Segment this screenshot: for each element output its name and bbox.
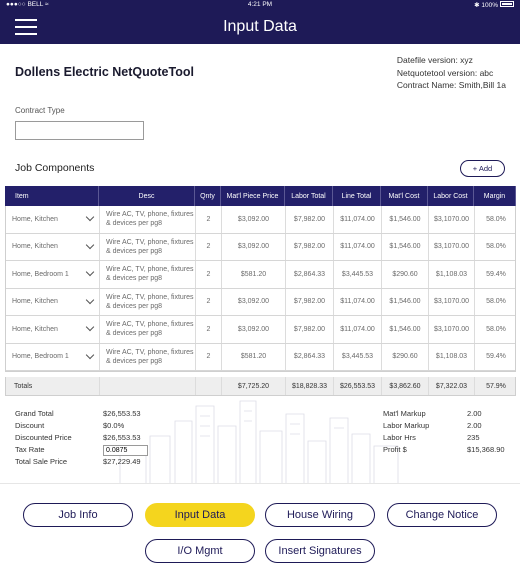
column-header-qty: Qnty	[195, 186, 221, 206]
chevron-down-icon[interactable]	[86, 268, 94, 276]
status-time: 4:21 PM	[247, 1, 273, 8]
chevron-down-icon[interactable]	[86, 351, 94, 359]
labor-markup-value: 2.00	[467, 421, 482, 430]
matl-cost-cell: $1,546.00	[382, 234, 429, 261]
labor-total-cell: $2,864.33	[286, 261, 334, 288]
insert-signatures-button[interactable]: Insert Signatures	[265, 539, 375, 563]
summary-labels-right	[383, 408, 429, 456]
table-row	[6, 316, 515, 344]
margin-cell: 58.0%	[486, 215, 506, 223]
summary-labels-left	[15, 408, 72, 468]
job-info-button[interactable]: Job Info	[23, 503, 133, 527]
qty-cell: 2	[196, 316, 222, 343]
margin-cell: 58.0%	[486, 325, 506, 333]
line-total-cell: $11,074.00	[334, 316, 382, 343]
piece-price-cell: $581.20	[222, 344, 286, 371]
table-row	[6, 261, 515, 289]
house-wiring-button[interactable]: House Wiring	[265, 503, 375, 527]
battery-icon	[500, 1, 514, 7]
table-body	[5, 206, 516, 372]
item-select[interactable]	[6, 316, 100, 343]
totals-piece-price: $7,725.20	[222, 377, 286, 395]
grand-total-value: $26,553.53	[103, 409, 141, 418]
matl-cost-cell: $1,546.00	[382, 289, 429, 316]
piece-price-cell: $581.20	[222, 261, 286, 288]
chevron-down-icon[interactable]	[86, 213, 94, 221]
page-title: Input Data	[223, 18, 297, 35]
totals-margin: 57.9%	[486, 382, 506, 390]
desc-cell: Wire AC, TV, phone, fixtures & devices per pg8	[100, 234, 196, 261]
discounted-price-label: Discounted Price	[15, 433, 72, 442]
line-total-cell: $3,445.53	[334, 261, 382, 288]
labor-markup-label: Labor Markup	[383, 421, 430, 430]
labor-hrs-value: 235	[467, 433, 480, 442]
matl-cost-cell: $290.60	[382, 344, 429, 371]
totals-labor-total: $18,828.33	[286, 377, 334, 395]
total-sale-price-label: Total Sale Price	[15, 457, 68, 466]
matl-cost-cell: $1,546.00	[382, 206, 429, 233]
totals-desc-cell	[100, 377, 196, 395]
item-label: Home, Bedroom 1	[12, 353, 69, 361]
labor-total-cell: $7,982.00	[286, 316, 334, 343]
item-label: Home, Kitchen	[12, 325, 58, 333]
item-label: Home, Kitchen	[12, 215, 58, 223]
column-header-matl-cost: Mat'l Cost	[381, 186, 428, 206]
contract-type-input[interactable]	[15, 121, 144, 140]
piece-price-cell: $3,092.00	[222, 316, 286, 343]
column-header-labor-total: Labor Total	[285, 186, 333, 206]
version-info	[397, 54, 506, 92]
labor-total-cell: $7,982.00	[286, 289, 334, 316]
piece-price-cell: $3,092.00	[222, 234, 286, 261]
labor-total-cell: $7,982.00	[286, 234, 334, 261]
margin-cell: 58.0%	[486, 298, 506, 306]
discount-label: Discount	[15, 421, 45, 430]
battery-indicator: ✱ 100%	[474, 1, 514, 9]
summary-values-left	[103, 408, 148, 468]
change-notice-button[interactable]: Change Notice	[387, 503, 497, 527]
qty-cell: 2	[196, 261, 222, 288]
margin-cell: 59.4%	[486, 353, 506, 361]
margin-cell: 58.0%	[486, 243, 506, 251]
job-components-title: Job Components	[15, 162, 95, 174]
discount-value: $0.0%	[103, 421, 125, 430]
qty-cell: 2	[196, 234, 222, 261]
table-row	[6, 344, 515, 372]
labor-cost-cell: $1,108.03	[429, 261, 475, 288]
desc-cell: Wire AC, TV, phone, fixtures & devices per pg8	[100, 316, 196, 343]
chevron-down-icon[interactable]	[86, 296, 94, 304]
input-data-button[interactable]: Input Data	[145, 503, 255, 527]
line-total-cell: $11,074.00	[334, 234, 382, 261]
labor-cost-cell: $3,1070.00	[429, 316, 475, 343]
totals-labor-cost: $7,322.03	[429, 377, 475, 395]
bottom-navigation	[0, 483, 520, 581]
table-row	[6, 206, 515, 234]
labor-cost-cell: $3,1070.00	[429, 206, 475, 233]
tax-rate-wrapper	[103, 444, 148, 456]
profit-value: $15,368.90	[467, 445, 505, 454]
labor-total-cell: $2,864.33	[286, 344, 334, 371]
item-select[interactable]	[6, 344, 100, 371]
totals-label: Totals	[6, 377, 100, 395]
contract-name: Contract Name: Smith,Bill 1a	[396, 80, 506, 90]
matl-markup-value: 2.00	[467, 409, 482, 418]
job-components-table	[5, 186, 516, 396]
matl-cost-cell: $1,546.00	[382, 316, 429, 343]
carrier-label: ●●●○○ BELL ≈	[6, 1, 49, 8]
line-total-cell: $3,445.53	[334, 344, 382, 371]
table-row	[6, 289, 515, 317]
io-mgmt-button[interactable]: I/O Mgmt	[145, 539, 255, 563]
qty-cell: 2	[196, 206, 222, 233]
labor-cost-cell: $3,1070.00	[429, 234, 475, 261]
matl-cost-cell: $290.60	[382, 261, 429, 288]
status-bar	[0, 0, 520, 10]
total-sale-price-value: $27,229.49	[103, 457, 141, 466]
desc-cell: Wire AC, TV, phone, fixtures & devices per pg8	[100, 344, 196, 371]
column-header-labor-cost: Labor Cost	[428, 186, 474, 206]
tax-rate-label: Tax Rate	[15, 445, 45, 454]
qty-cell: 2	[196, 289, 222, 316]
piece-price-cell: $3,092.00	[222, 289, 286, 316]
labor-cost-cell: $3,1070.00	[429, 289, 475, 316]
add-component-button[interactable]: + Add	[460, 160, 505, 177]
column-header-piece-price: Mat'l Piece Price	[221, 186, 285, 206]
margin-cell: 59.4%	[486, 270, 506, 278]
contract-type-label: Contract Type	[15, 106, 65, 115]
table-header	[5, 186, 516, 206]
desc-cell: Wire AC, TV, phone, fixtures & devices per pg8	[100, 289, 196, 316]
item-select[interactable]	[6, 234, 100, 261]
desc-cell: Wire AC, TV, phone, fixtures & devices per pg8	[100, 206, 196, 233]
item-select[interactable]	[6, 261, 100, 288]
line-total-cell: $11,074.00	[334, 206, 382, 233]
table-row	[6, 234, 515, 262]
chevron-down-icon[interactable]	[86, 241, 94, 249]
column-header-item: Item	[5, 186, 99, 206]
labor-hrs-label: Labor Hrs	[383, 433, 416, 442]
profit-label: Profit $	[383, 445, 407, 454]
line-total-cell: $11,074.00	[334, 289, 382, 316]
column-header-desc: Desc	[99, 186, 195, 206]
summary-values-right	[467, 408, 505, 456]
discounted-price-value: $26,553.53	[103, 433, 141, 442]
matl-markup-label: Mat'l Markup	[383, 409, 426, 418]
desc-cell: Wire AC, TV, phone, fixtures & devices per pg8	[100, 261, 196, 288]
nav-bar	[0, 10, 520, 44]
totals-matl-cost: $3,862.60	[382, 377, 429, 395]
item-select[interactable]	[6, 289, 100, 316]
item-label: Home, Bedroom 1	[12, 270, 69, 278]
app-name: Dollens Electric NetQuoteTool	[15, 65, 194, 79]
labor-cost-cell: $1,108.03	[429, 344, 475, 371]
datafile-version: Datefile version: xyz	[396, 55, 473, 65]
labor-total-cell: $7,982.00	[286, 206, 334, 233]
chevron-down-icon[interactable]	[86, 323, 94, 331]
city-sketch-background	[0, 396, 520, 486]
column-header-margin: Margin	[474, 186, 516, 206]
grand-total-label: Grand Total	[15, 409, 54, 418]
tax-rate-input[interactable]	[103, 445, 148, 456]
totals-row	[5, 377, 516, 396]
netquote-version: Netquotetool version: abc	[396, 67, 494, 78]
totals-qty-cell	[196, 377, 222, 395]
column-header-line-total: Line Total	[333, 186, 381, 206]
qty-cell: 2	[196, 344, 222, 371]
piece-price-cell: $3,092.00	[222, 206, 286, 233]
item-label: Home, Kitchen	[12, 243, 58, 251]
item-label: Home, Kitchen	[12, 298, 58, 306]
totals-line-total: $26,553.53	[334, 377, 382, 395]
item-select[interactable]	[6, 206, 100, 233]
